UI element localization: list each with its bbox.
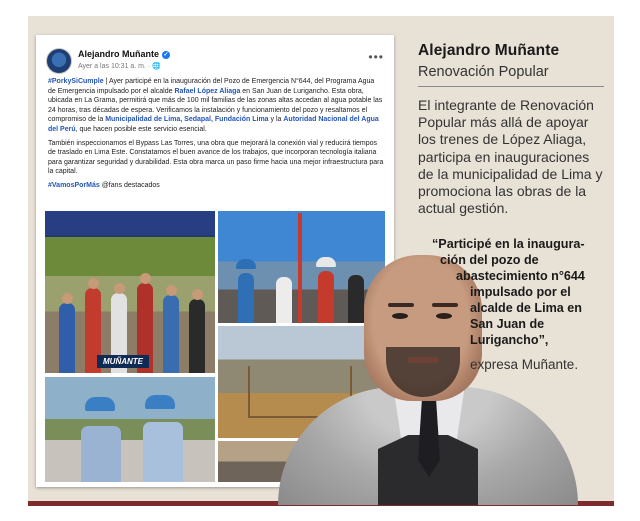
quote-line: abastecimiento n°644: [456, 269, 585, 283]
post-timestamp[interactable]: Ayer a las 10:31 a. m. · 🌐: [78, 63, 161, 70]
person-head: [166, 285, 177, 296]
mention-municipalidad-lima[interactable]: Municipalidad de Lima, Sedapal, Fundación Lima: [105, 116, 269, 124]
fans-destacados-label[interactable]: @fans destacados: [99, 181, 160, 189]
person-head: [62, 293, 73, 304]
post-text-d: , que hacen posible este servicio esencial.: [75, 125, 207, 133]
person-figure: [143, 422, 183, 482]
person-figure: [81, 426, 121, 482]
helmet-shape: [145, 395, 175, 409]
mention-autoridad-nacional-agua[interactable]: Autoridad Nacional del Agua del Perú: [48, 116, 379, 133]
portrait-beard: [386, 347, 460, 397]
person-head: [192, 289, 203, 300]
post-text-b: en San Juan de Lurigancho. Esta obra, ubicada en La Grama, permitirá que más de 100 mil familias de las zonas altas accedan al agua potable las 24 horas, tras décadas de espera. Verificamos la instalación y funcionamiento del pozo y resaltamos el compromiso de la: [48, 87, 383, 124]
quote-line: ción del pozo de: [440, 253, 539, 267]
divider: [418, 86, 604, 87]
quote-line: impulsado por el: [470, 285, 571, 299]
person-figure: [238, 273, 254, 323]
hashtag-vamospormas[interactable]: #VamosPorMás: [48, 181, 100, 189]
verified-badge-icon: ✓: [163, 51, 169, 58]
helmet-shape: [85, 397, 115, 411]
tent-canopy: [45, 211, 215, 235]
post-text-a: | Ayer participé en la inauguración del Pozo de Emergencia N°644, del Programa Agua de Emergencia impulsado por el alcalde: [48, 78, 375, 95]
quote-attribution: expresa Muñante.: [470, 357, 579, 372]
post-text-c: y la: [268, 116, 284, 124]
post-hashtag-line: [48, 181, 384, 191]
pull-quote: [396, 236, 608, 348]
quote-line: “Participé en la inaugura-: [432, 237, 585, 251]
person-head: [114, 283, 125, 294]
photo-group-inauguration[interactable]: [45, 211, 215, 373]
portrait-mouth: [407, 357, 439, 363]
post-paragraph-2: También inspeccionamos el Bypass Las Torres, una obra que mejorará la conexión vial y reducirá tiempos de traslado en Lima Este. Constatamos el buen avance de los trabajos, que incorporan tecnología italiana para garantizar seguridad y durabilidad. Esta obra marca un paso firme hacia una mejor infraestructura para la capital.: [48, 139, 384, 176]
description-text: El integrante de Renovación Popular más allá de apoyar los trenes de López Aliaga, participa en inauguraciones de la municipalidad de Lima y promociona las obras de la actual gestión.: [418, 97, 603, 217]
helmet-shape: [236, 259, 256, 269]
avatar[interactable]: [46, 48, 72, 74]
quote-line: San Juan de: [470, 317, 545, 331]
party-subtitle: Renovación Popular: [418, 64, 549, 80]
person-figure: [163, 295, 179, 373]
quote-line: Lurigancho”,: [470, 333, 549, 347]
post-author[interactable]: [78, 49, 170, 59]
post-author-name[interactable]: Alejandro Muñante: [78, 49, 160, 59]
post-text: [48, 77, 384, 195]
person-figure: [189, 299, 205, 373]
person-head: [88, 278, 99, 289]
photo-sticker-munante: MUÑANTE: [97, 355, 149, 368]
quote-line: alcalde de Lima en: [470, 301, 582, 315]
person-figure: [59, 303, 75, 373]
post-paragraph-1: [48, 77, 384, 135]
more-horizontal-icon[interactable]: •••: [368, 50, 384, 64]
hashtag-porkysicumple[interactable]: #PorkySiCumple: [48, 78, 104, 85]
mention-rafael-lopez-aliaga[interactable]: Rafael López Aliaga: [174, 87, 241, 95]
post-header: [46, 45, 384, 75]
photo-site-visit[interactable]: [45, 377, 215, 482]
person-head: [140, 273, 151, 284]
profile-name-heading: Alejandro Muñante: [418, 42, 560, 59]
